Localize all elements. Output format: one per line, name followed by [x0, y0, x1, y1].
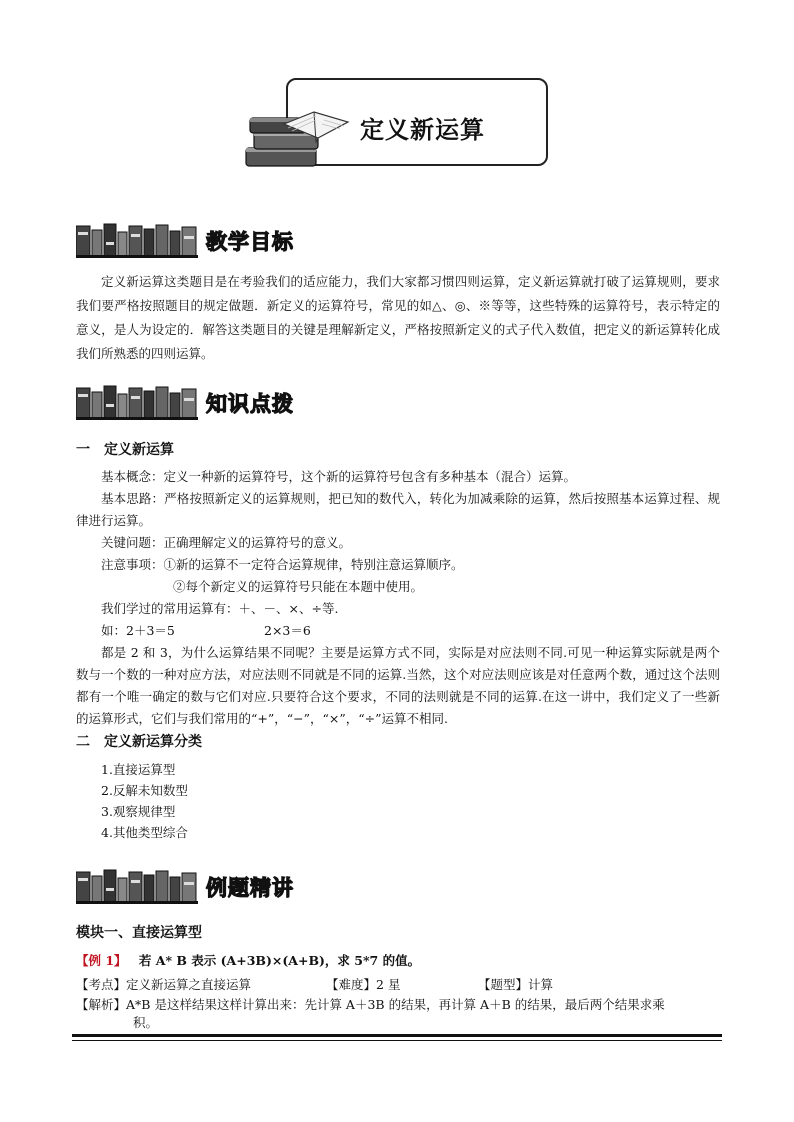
- books-bar-icon: [76, 384, 198, 420]
- kaodian-tag: 【考点】: [76, 977, 127, 992]
- footer-rule-thin: [72, 1040, 722, 1041]
- common-ops: 我们学过的常用运算有：＋、－、×、÷等.: [101, 601, 339, 616]
- list-item: 1.直接运算型: [101, 762, 176, 777]
- section-header-goals: [76, 222, 326, 262]
- page-title: 定义新运算: [360, 116, 485, 144]
- list-item: 3.观察规律型: [101, 804, 176, 819]
- kaodian-value: 定义新运算之直接运算: [126, 977, 252, 992]
- goals-paragraph: 定义新运算这类题目是在考验我们的适应能力，我们大家都习惯四则运算，定义新运算就打破了运算规则，要求我们要严格按照题目的规定做题．新定义的运算符号，常见的如△、◎、※等等，这些特殊的运算符号，表示特定的意义，是人为设定的．解答这类题目的关键是理解新定义，严格按照新定义的式子代入数值，把定义的新运算转化成我们所熟悉的四则运算。: [76, 274, 720, 361]
- type-tag: 【题型】: [478, 977, 529, 992]
- type-value: 计算: [528, 977, 554, 992]
- example-question-line: [76, 950, 420, 972]
- list-item: 4.其他类型综合: [101, 825, 188, 840]
- section-title-goals: 教学目标: [206, 230, 294, 254]
- analysis-text: A*B 是这样结果这样计算出来：先计算 A＋3B 的结果，再计算 A＋B 的结果，最后两个结果求乘: [126, 997, 665, 1012]
- section-title-knowledge: 知识点拨: [206, 392, 294, 416]
- books-bar-icon: [76, 222, 198, 258]
- section-title-examples: 例题精讲: [206, 876, 294, 900]
- example-a: 如：2＋3＝5: [101, 623, 175, 638]
- notes-1: 注意事项：①新的运算不一定符合运算规律，特别注意运算顺序。: [101, 557, 464, 572]
- example-question: 若 A* B 表示 (A+3B)×(A+B)，求 5*7 的值。: [138, 953, 421, 968]
- basic-idea: 基本思路：严格按照新定义的运算规则，把已知的数代入，转化为加减乘除的运算，然后按照基本运算过程、规律进行运算。: [76, 491, 720, 528]
- books-bar-icon: [76, 868, 198, 904]
- kaodian-line: [76, 974, 251, 996]
- basic-concept: 基本概念：定义一种新的运算符号，这个新的运算符号包含有多种基本（混合）运算。: [101, 469, 577, 484]
- example-b: 2×3＝6: [264, 623, 311, 638]
- list-item: 2.反解未知数型: [101, 783, 188, 798]
- books-icon: [244, 98, 354, 176]
- difficulty-line: [326, 974, 400, 996]
- section-header-knowledge: [76, 384, 326, 424]
- analysis-continuation: 积。: [133, 1015, 159, 1030]
- difficulty-value: 2 星: [376, 977, 401, 992]
- key-issue: 关键问题：正确理解定义的运算符号的意义。: [101, 535, 352, 550]
- analysis-line: [76, 994, 665, 1016]
- section-header-examples: [76, 868, 326, 908]
- part2-heading: 二 定义新运算分类: [76, 734, 202, 750]
- notes-2: ②每个新定义的运算符号只能在本题中使用。: [173, 579, 424, 594]
- difficulty-tag: 【难度】: [326, 977, 377, 992]
- example-tag: 【例 1】: [76, 953, 127, 968]
- type-line: [478, 974, 553, 996]
- part1-heading: 一 定义新运算: [76, 442, 174, 458]
- module-title: 模块一、直接运算型: [76, 925, 202, 941]
- analysis-tag: 【解析】: [76, 997, 127, 1012]
- explanation: 都是 2 和 3，为什么运算结果不同呢？主要是运算方式不同，实际是对应法则不同.可见一种运算实际就是两个数与一个数的一种对应方法，对应法则不同就是不同的运算.当然，这个对应法则应该是对任意两个数，通过这个法则都有一个唯一确定的数与它们对应.只要符合这个要求，不同的法则就是不同的运算.在这一讲中，我们定义了一些新的运算形式，它们与我们常用的“+”，“−”，“×”，“÷”运算不相同.: [76, 645, 720, 726]
- footer-rule-thick: [72, 1034, 722, 1037]
